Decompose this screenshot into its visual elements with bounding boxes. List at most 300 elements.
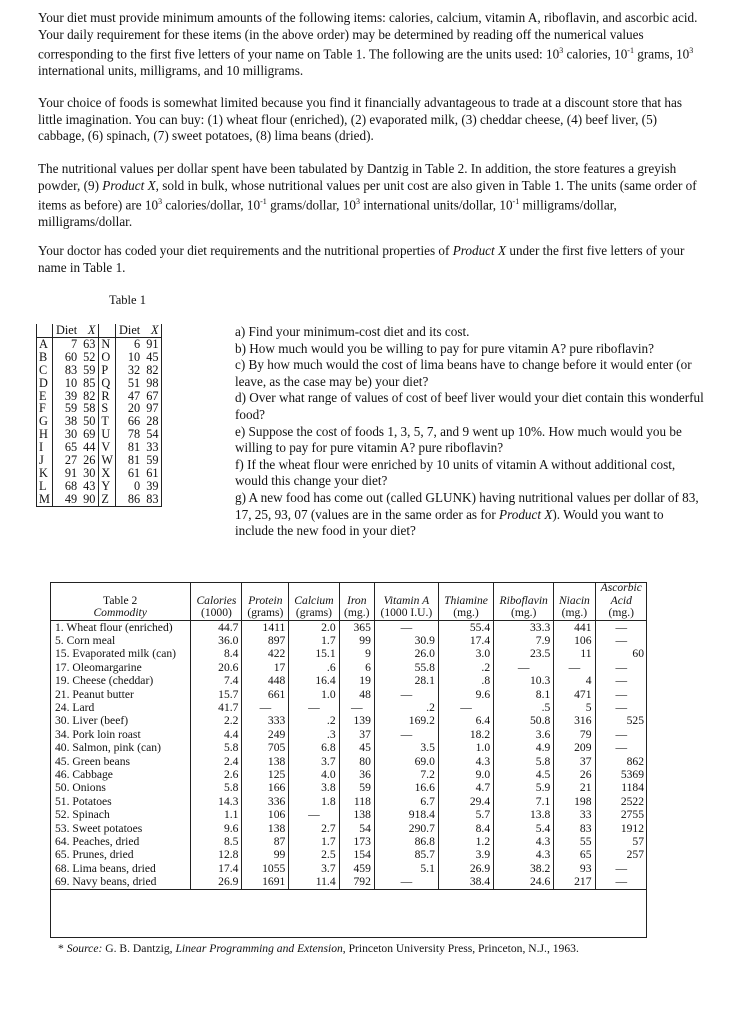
table2-thiamine: 3.9 bbox=[438, 848, 493, 861]
table2-vitamin-a: — bbox=[374, 688, 438, 701]
table1-x-value: 85 bbox=[80, 377, 99, 390]
table2-riboflavin: 4.9 bbox=[494, 741, 554, 754]
table2-col-vitamin-a: Vitamin A bbox=[374, 595, 438, 608]
table2-niacin: — bbox=[554, 661, 595, 674]
table2-thiamine: 26.9 bbox=[438, 862, 493, 875]
table2-calories: 20.6 bbox=[191, 661, 242, 674]
table2-row bbox=[50, 835, 647, 848]
table2-protein: 106 bbox=[242, 808, 289, 821]
table1-letter: Y bbox=[99, 480, 116, 493]
table2-iron: 80 bbox=[339, 755, 374, 768]
paragraph-text: Your diet must provide minimum amounts of the following items: calories, calcium, vitamin A, riboflavin, and ascorbic acid. Your daily requirement for these items (in the above order) may be determined by reading off the numerical values corresponding to the first five letters of your name on Table 1. The following are the units used: bbox=[38, 10, 698, 62]
table2-row bbox=[50, 822, 647, 835]
table2-calcium: .6 bbox=[289, 661, 339, 674]
table1-diet-value: 7 bbox=[70, 336, 78, 351]
table2-thiamine: 4.3 bbox=[438, 755, 493, 768]
table2-riboflavin: 50.8 bbox=[494, 714, 554, 727]
question-a: a) Find your minimum-cost diet and its cost. bbox=[235, 324, 470, 339]
table2-row bbox=[50, 781, 647, 794]
table2-row bbox=[50, 768, 647, 781]
table2-calories: 2.6 bbox=[191, 768, 242, 781]
table2-thiamine: 1.0 bbox=[438, 741, 493, 754]
table1-x-value: 63 bbox=[80, 337, 99, 350]
table2-col-niacin: Niacin bbox=[554, 595, 595, 608]
table2-riboflavin: 4.3 bbox=[494, 835, 554, 848]
footnote: * Source: G. B. Dantzig, Linear Programming and Extension, Princeton University Press, Princeton, N.J., 1963. bbox=[58, 942, 579, 955]
table2-calcium: 3.7 bbox=[289, 862, 339, 875]
question-c: c) By how much would the cost of lima beans have to change before it would enter (or leave, as the case may be) your diet? bbox=[235, 357, 692, 389]
table2-ascorbic-acid: — bbox=[595, 688, 647, 701]
table1-letter: G bbox=[37, 415, 53, 428]
table1-letter: O bbox=[99, 351, 116, 364]
table2-commodity: 45. Green beans bbox=[55, 754, 131, 768]
table1-x-value: 28 bbox=[143, 415, 162, 428]
table1-x-value: 52 bbox=[80, 351, 99, 364]
table2-vitamin-a: .2 bbox=[374, 701, 438, 714]
table2-calories: 2.4 bbox=[191, 755, 242, 768]
table1-x-value: 61 bbox=[143, 467, 162, 480]
table1-letter: R bbox=[99, 390, 116, 403]
table2-ascorbic-acid: — bbox=[595, 674, 647, 687]
table1-header-diet: Diet bbox=[116, 324, 144, 337]
table1-x-value: 90 bbox=[80, 493, 99, 506]
table1-x-value: 43 bbox=[80, 480, 99, 493]
table2-iron: 173 bbox=[339, 835, 374, 848]
table2-vitamin-a: 3.5 bbox=[374, 741, 438, 754]
table2-protein: 125 bbox=[242, 768, 289, 781]
table1-letter: B bbox=[37, 351, 53, 364]
table2-niacin: 5 bbox=[554, 701, 595, 714]
table2-vitamin-a: 169.2 bbox=[374, 714, 438, 727]
table2-thiamine: 38.4 bbox=[438, 875, 493, 889]
table2-calcium: 3.8 bbox=[289, 781, 339, 794]
table2-vitamin-a: 26.0 bbox=[374, 647, 438, 660]
table1-diet-value: 60 bbox=[64, 349, 78, 364]
table1-x-value: 45 bbox=[143, 351, 162, 364]
table2-niacin: 79 bbox=[554, 728, 595, 741]
table2-protein: 99 bbox=[242, 848, 289, 861]
table2-row bbox=[50, 728, 647, 741]
table2-thiamine: 55.4 bbox=[438, 620, 493, 634]
table2-riboflavin: .5 bbox=[494, 701, 554, 714]
table2-commodity: 24. Lard bbox=[55, 700, 95, 714]
table2-thiamine: 4.7 bbox=[438, 781, 493, 794]
table2-protein: 1055 bbox=[242, 862, 289, 875]
table2-ascorbic-acid: — bbox=[595, 875, 647, 889]
table2-commodity: 53. Sweet potatoes bbox=[55, 821, 143, 835]
table2-calories: 5.8 bbox=[191, 741, 242, 754]
table2-riboflavin: 5.9 bbox=[494, 781, 554, 794]
table2-niacin: 93 bbox=[554, 862, 595, 875]
table2-riboflavin: 38.2 bbox=[494, 862, 554, 875]
table2-calcium: 15.1 bbox=[289, 647, 339, 660]
table1-letter: N bbox=[99, 337, 116, 350]
table2-protein: 333 bbox=[242, 714, 289, 727]
table2-niacin: 55 bbox=[554, 835, 595, 848]
table1-diet-value: 51 bbox=[127, 375, 141, 390]
table1-diet-value: 78 bbox=[127, 427, 141, 442]
table1-x-value: 54 bbox=[143, 428, 162, 441]
table2-vitamin-a: 86.8 bbox=[374, 835, 438, 848]
table1-header-row bbox=[37, 324, 162, 337]
table1-diet-value: 91 bbox=[64, 465, 78, 480]
table2-row bbox=[50, 661, 647, 674]
table2-commodity: 34. Pork loin roast bbox=[55, 727, 141, 741]
table1-letter: T bbox=[99, 415, 116, 428]
table2-ascorbic-acid: 862 bbox=[595, 755, 647, 768]
table2-riboflavin: 10.3 bbox=[494, 674, 554, 687]
table1-letter: P bbox=[99, 364, 116, 377]
question-b: b) How much would you be willing to pay for pure vitamin A? pure riboflavin? bbox=[235, 340, 654, 356]
table2-riboflavin: 3.6 bbox=[494, 728, 554, 741]
table2-commodity: 52. Spinach bbox=[55, 808, 110, 822]
table1-letter: H bbox=[37, 428, 53, 441]
table2-calcium: .2 bbox=[289, 714, 339, 727]
table1-row bbox=[37, 441, 162, 454]
table2-niacin: 316 bbox=[554, 714, 595, 727]
table2-commodity: 69. Navy beans, dried bbox=[50, 875, 191, 889]
table2-ascorbic-acid: — bbox=[595, 741, 647, 754]
table2-commodity: 21. Peanut butter bbox=[55, 687, 134, 701]
table2-calories: 2.2 bbox=[191, 714, 242, 727]
table2-calcium: — bbox=[289, 701, 339, 714]
question-e: e) Suppose the cost of foods 1, 3, 5, 7, and 9 went up 10%. How much would you be willing to pay for pure vitamin A? pure riboflavin? bbox=[235, 423, 682, 456]
table1-caption: Table 1 bbox=[109, 293, 146, 307]
question-f: f) If the wheat flour were enriched by 10 units of vitamin A without additional cost, would this change your diet? bbox=[235, 456, 676, 489]
table2-thiamine: 1.2 bbox=[438, 835, 493, 848]
table2-niacin: 217 bbox=[554, 875, 595, 889]
table2-iron: 37 bbox=[339, 728, 374, 741]
table2-ascorbic-acid: 5369 bbox=[595, 768, 647, 781]
table1-row bbox=[37, 454, 162, 467]
table2-protein: 138 bbox=[242, 755, 289, 768]
table2-vitamin-a: 16.6 bbox=[374, 781, 438, 794]
table2-riboflavin: 5.8 bbox=[494, 755, 554, 768]
table1-letter: K bbox=[37, 467, 53, 480]
table2-thiamine: 18.2 bbox=[438, 728, 493, 741]
table2-calories: 1.1 bbox=[191, 808, 242, 821]
table2-thiamine: 29.4 bbox=[438, 795, 493, 808]
table2-niacin: 106 bbox=[554, 634, 595, 647]
table1-diet-value: 81 bbox=[127, 440, 141, 455]
table2-commodity: 40. Salmon, pink (can) bbox=[55, 741, 161, 755]
table2-col-calories: Calories bbox=[191, 595, 242, 608]
table2-calories: 7.4 bbox=[191, 674, 242, 687]
table1-x-value: 59 bbox=[80, 364, 99, 377]
table2-commodity-header: Commodity bbox=[50, 607, 191, 620]
table2-calories: 14.3 bbox=[191, 795, 242, 808]
table1-row bbox=[37, 402, 162, 415]
table2-iron: 9 bbox=[339, 647, 374, 660]
table1-diet-value: 86 bbox=[116, 493, 144, 506]
table1-diet-value: 38 bbox=[64, 414, 78, 429]
table1-row bbox=[37, 377, 162, 390]
table1-x-value: 83 bbox=[143, 493, 162, 506]
table2-col-riboflavin: Riboflavin bbox=[494, 595, 554, 608]
table2-vitamin-a: 5.1 bbox=[374, 862, 438, 875]
table2-protein: 138 bbox=[242, 822, 289, 835]
table2-riboflavin: 4.3 bbox=[494, 848, 554, 861]
table1-diet-value: 6 bbox=[134, 336, 141, 351]
table2-vitamin-a: 28.1 bbox=[374, 674, 438, 687]
table1-x-value: 91 bbox=[143, 337, 162, 350]
table1-x-value: 67 bbox=[143, 390, 162, 403]
table2-vitamin-a: 55.8 bbox=[374, 661, 438, 674]
table1-letter: U bbox=[99, 428, 116, 441]
table1-row bbox=[37, 493, 162, 506]
table2-protein: 166 bbox=[242, 781, 289, 794]
table2-iron: — bbox=[339, 701, 374, 714]
table2-ascorbic-acid: 60 bbox=[595, 647, 647, 660]
table2-protein: 661 bbox=[242, 688, 289, 701]
table2-calcium: 1.8 bbox=[289, 795, 339, 808]
table2-ascorbic-acid: — bbox=[595, 862, 647, 875]
table2-riboflavin: 24.6 bbox=[494, 875, 554, 889]
table1-x-value: 59 bbox=[143, 454, 162, 467]
table1-x-value: 50 bbox=[80, 415, 99, 428]
table1 bbox=[36, 324, 162, 507]
table2-calcium: 1.7 bbox=[289, 835, 339, 848]
table2-niacin: 209 bbox=[554, 741, 595, 754]
table2-riboflavin: 33.3 bbox=[494, 620, 554, 634]
table2-niacin: 4 bbox=[554, 674, 595, 687]
table1-row bbox=[37, 390, 162, 403]
table2-calcium: 2.0 bbox=[289, 620, 339, 634]
table1-x-value: 58 bbox=[80, 402, 99, 415]
table2-calcium: — bbox=[289, 808, 339, 821]
table1-letter: Q bbox=[99, 377, 116, 390]
table2-thiamine: 8.4 bbox=[438, 822, 493, 835]
table2-row bbox=[50, 848, 647, 861]
table2-riboflavin: 23.5 bbox=[494, 647, 554, 660]
table2-riboflavin: 7.1 bbox=[494, 795, 554, 808]
paragraph-requirements: Your diet must provide minimum amounts of the following items: calories, calcium, vitamin A, riboflavin, and ascorbic acid. Your daily requirement for these items (in the above order) may be determined by reading off the numerical values corresponding to the first five letters of your name on Table 1. The following are the units used: $10^3$ calories, $10^{-1}$ grams, $10^3$ international units, milligrams, and 10 milligrams. bbox=[38, 10, 698, 79]
table1-x-value: 98 bbox=[143, 377, 162, 390]
table1-diet-value: 61 bbox=[127, 465, 141, 480]
table2-col-thiamine: Thiamine bbox=[438, 595, 493, 608]
table2-ascorbic-acid: 525 bbox=[595, 714, 647, 727]
table2-col-acid: Acid bbox=[595, 595, 647, 608]
table2-iron: 45 bbox=[339, 741, 374, 754]
table2-calcium: 11.4 bbox=[289, 875, 339, 889]
paragraph-nutritional-values: The nutritional values per dollar spent have been tabulated by Dantzig in Table 2. In addition, the store features a greyish powder, (9) Product X, sold in bulk, whose nutritional values per unit cost are also given in Table 1. The units (same order of items as before) are $10^3$ calories/dollar, $10^{-1}$ grams/dollar, $10^3$ international units/dollar, $10^{-1}$ milligrams/dollar, milligrams/dollar. bbox=[38, 161, 697, 230]
table1-x-value: 82 bbox=[80, 390, 99, 403]
table2-niacin: 33 bbox=[554, 808, 595, 821]
table2-iron: 138 bbox=[339, 808, 374, 821]
table2-vitamin-a: 7.2 bbox=[374, 768, 438, 781]
table2-col-ascorbic: Ascorbic bbox=[595, 582, 647, 595]
table2-commodity: 17. Oleomargarine bbox=[55, 660, 142, 674]
table2-niacin: 65 bbox=[554, 848, 595, 861]
table2-calories: 44.7 bbox=[191, 620, 242, 634]
table2-niacin: 11 bbox=[554, 647, 595, 660]
table1-row bbox=[37, 480, 162, 493]
questions bbox=[235, 324, 705, 540]
table2-calories: 17.4 bbox=[191, 862, 242, 875]
table2-calories: 8.4 bbox=[191, 647, 242, 660]
table2-protein: 897 bbox=[242, 634, 289, 647]
table2-vitamin-a: — bbox=[374, 728, 438, 741]
table2-calories: 9.6 bbox=[191, 822, 242, 835]
table1-letter: I bbox=[37, 441, 53, 454]
table2-iron: 19 bbox=[339, 674, 374, 687]
table2-iron: 48 bbox=[339, 688, 374, 701]
table2-row bbox=[50, 647, 647, 660]
table2-protein: 422 bbox=[242, 647, 289, 660]
table2-commodity: 5. Corn meal bbox=[55, 633, 116, 647]
table2-calcium: 3.7 bbox=[289, 755, 339, 768]
table1-x-value: 39 bbox=[143, 480, 162, 493]
table2-niacin: 471 bbox=[554, 688, 595, 701]
table1-diet-value: 47 bbox=[127, 388, 141, 403]
table1-row bbox=[37, 415, 162, 428]
table1-letter: L bbox=[37, 480, 53, 493]
table2-protein: 249 bbox=[242, 728, 289, 741]
table2-commodity: 1. Wheat flour (enriched) bbox=[55, 620, 173, 634]
table2-vitamin-a: 85.7 bbox=[374, 848, 438, 861]
table2-ascorbic-acid: 2755 bbox=[595, 808, 647, 821]
table1-row bbox=[37, 428, 162, 441]
table2-calcium: 1.0 bbox=[289, 688, 339, 701]
table2-niacin: 198 bbox=[554, 795, 595, 808]
table2-row bbox=[50, 701, 647, 714]
table2-protein: — bbox=[242, 701, 289, 714]
table1-row bbox=[37, 351, 162, 364]
table2-row bbox=[50, 620, 647, 634]
table2-protein: 17 bbox=[242, 661, 289, 674]
table2-row bbox=[50, 741, 647, 754]
table2-commodity: 19. Cheese (cheddar) bbox=[55, 674, 154, 688]
table2-calories: 4.4 bbox=[191, 728, 242, 741]
table2-riboflavin: 5.4 bbox=[494, 822, 554, 835]
table2-riboflavin: 7.9 bbox=[494, 634, 554, 647]
table1-header-x: X bbox=[143, 324, 162, 337]
table1-letter: C bbox=[37, 364, 53, 377]
table2-iron: 365 bbox=[339, 620, 374, 634]
table2-ascorbic-acid: — bbox=[595, 620, 647, 634]
table1-row bbox=[37, 337, 162, 350]
table1-header-diet: Diet bbox=[52, 324, 80, 337]
table1-letter: V bbox=[99, 441, 116, 454]
table1-letter: J bbox=[37, 454, 53, 467]
table2-calories: 5.8 bbox=[191, 781, 242, 794]
table1-diet-value: 30 bbox=[64, 427, 78, 442]
table2-row bbox=[50, 688, 647, 701]
table2-protein: 87 bbox=[242, 835, 289, 848]
table1-diet-value: 83 bbox=[64, 362, 78, 377]
table2-ascorbic-acid: — bbox=[595, 701, 647, 714]
table2-riboflavin: — bbox=[494, 661, 554, 674]
table2-col-iron: Iron bbox=[339, 595, 374, 608]
question-g: g) A new food has come out (called GLUNK) having nutritional values per dollar of 83, 17, 25, 93, 07 (values are in the same order as for Product X). Would you want to include the new food in your diet? bbox=[235, 489, 699, 539]
table2-protein: 336 bbox=[242, 795, 289, 808]
table1-letter: Z bbox=[99, 493, 116, 506]
table1-x-value: 26 bbox=[80, 454, 99, 467]
table1-diet-value: 59 bbox=[64, 401, 78, 416]
table1-row bbox=[37, 467, 162, 480]
table2-calcium: 2.5 bbox=[289, 848, 339, 861]
paragraph-food-choices: Your choice of foods is somewhat limited because you find it financially advantageous to trade at a discount store that has little imagination. You can buy: (1) wheat flour (enriched), (2) evaporated milk, (3) cheddar cheese, (4) beef liver, (5) cabbage, (6) spinach, (7) sweet potatoes, (8) lima beans (dried). bbox=[38, 95, 682, 144]
table2-iron: 99 bbox=[339, 634, 374, 647]
table2-calcium: 4.0 bbox=[289, 768, 339, 781]
table1-letter: E bbox=[37, 390, 53, 403]
table2-vitamin-a: 30.9 bbox=[374, 634, 438, 647]
table2-row bbox=[50, 875, 647, 889]
table2-row bbox=[50, 674, 647, 687]
table2-thiamine: — bbox=[438, 701, 493, 714]
table2-thiamine: 9.0 bbox=[438, 768, 493, 781]
table2-commodity: 65. Prunes, dried bbox=[55, 848, 134, 862]
table1-x-value: 30 bbox=[80, 467, 99, 480]
table1-diet-value: 32 bbox=[127, 362, 141, 377]
table2-riboflavin: 8.1 bbox=[494, 688, 554, 701]
table2-ascorbic-acid: 2522 bbox=[595, 795, 647, 808]
table2-thiamine: 6.4 bbox=[438, 714, 493, 727]
table2-protein: 705 bbox=[242, 741, 289, 754]
table2-thiamine: 9.6 bbox=[438, 688, 493, 701]
table2-niacin: 83 bbox=[554, 822, 595, 835]
question-d: d) Over what range of values of cost of beef liver would your diet contain this wonderful food? bbox=[235, 390, 704, 422]
table1-header-x: X bbox=[80, 324, 99, 337]
table2-niacin: 26 bbox=[554, 768, 595, 781]
table2-thiamine: 3.0 bbox=[438, 647, 493, 660]
table1-letter: X bbox=[99, 467, 116, 480]
table2-ascorbic-acid: — bbox=[595, 634, 647, 647]
table2-commodity: 68. Lima beans, dried bbox=[55, 861, 156, 875]
table2-iron: 54 bbox=[339, 822, 374, 835]
table2-calcium: 2.7 bbox=[289, 822, 339, 835]
table2-niacin: 37 bbox=[554, 755, 595, 768]
table2-vitamin-a: 290.7 bbox=[374, 822, 438, 835]
table1-row bbox=[37, 364, 162, 377]
table1-letter: A bbox=[37, 337, 53, 350]
table2-vitamin-a: — bbox=[374, 620, 438, 634]
table2-iron: 139 bbox=[339, 714, 374, 727]
table2-row bbox=[50, 714, 647, 727]
table2-protein: 1411 bbox=[242, 620, 289, 634]
table2-calcium: .3 bbox=[289, 728, 339, 741]
table1-diet-value: 49 bbox=[52, 493, 80, 506]
table2-iron: 36 bbox=[339, 768, 374, 781]
table1-diet-value: 10 bbox=[64, 375, 78, 390]
table2-calories: 36.0 bbox=[191, 634, 242, 647]
table2-calcium: 6.8 bbox=[289, 741, 339, 754]
table1-diet-value: 27 bbox=[64, 453, 78, 468]
table1-diet-value: 81 bbox=[127, 453, 141, 468]
table2-protein: 1691 bbox=[242, 875, 289, 889]
table1-letter: D bbox=[37, 377, 53, 390]
table1-letter: S bbox=[99, 402, 116, 415]
table2-title: Table 2 bbox=[103, 593, 138, 607]
table2: Ascorbic Table 2 Calories Protein Calcium Iron Vitamin A Thiamine Riboflavin Niacin Acid Commodity (1000) (grams) (grams) (mg.) (1000 I.U.) (mg.) (mg.) (mg.) (mg.) 1. Wheat flour (enriched) 44.7 1411 2.0 365 — 55.4 33.3 441 — 5. Corn meal 36.0 897 1.7 99 30.9 17.4 7.9 106 — 15. Evaporated milk (can) 8.4 422 15.1 9 26.0 3.0 23.5 11 60 17. Oleomargarine 20.6 17 .6 6 55.8 .2 — — — 19. Cheese (cheddar) 7.4 448 16.4 19 28.1 .8 10.3 4 — 21. Peanut butter 15.7 661 1.0 48 — 9.6 8.1 471 — 24. Lard 41.7 — — — .2 — .5 5 — 30. Liver (beef) 2.2 333 .2 139 169.2 6.4 50.8 316 525 34. Pork loin roast 4.4 249 .3 37 — 18.2 3.6 79 — 40. Salmon, pink (can) 5.8 705 6.8 45 3.5 1.0 4.9 209 — 45. Green beans 2.4 138 3.7 80 69.0 4.3 5.8 37 862 46. Cabbage 2.6 125 4.0 36 7.2 9.0 4.5 26 5369 50. Onions 5.8 166 3.8 59 16.6 4.7 5.9 21 1184 51. Potatoes 14.3 336 1.8 118 6.7 29.4 7.1 198 2522 52. Spinach 1.1 106 — 138 918.4 5.7 13.8 33 2755 53. Sweet potatoes 9.6 138 2.7 54 290.7 8.4 5.4 83 1912 64. Peaches, dried 8.5 87 1.7 173 86.8 1.2 4.3 55 57 65. Prunes, dried 12.8 99 2.5 154 85.7 3.9 4.3 65 257 68. Lima beans, dried 17.4 1055 3.7 459 5.1 26.9 38.2 93 — 69. Navy beans, dried 26.9 1691 11.4 792 — 38.4 24.6 217 — bbox=[50, 582, 647, 890]
table2-ascorbic-acid: — bbox=[595, 728, 647, 741]
table2-calories: 26.9 bbox=[191, 875, 242, 889]
table2-niacin: 21 bbox=[554, 781, 595, 794]
table2-ascorbic-acid: 1912 bbox=[595, 822, 647, 835]
table1-letter: W bbox=[99, 454, 116, 467]
table2-ascorbic-acid: 257 bbox=[595, 848, 647, 861]
table2-iron: 118 bbox=[339, 795, 374, 808]
table1-diet-value: 66 bbox=[127, 414, 141, 429]
table2-calories: 15.7 bbox=[191, 688, 242, 701]
table1-x-value: 33 bbox=[143, 441, 162, 454]
table2-thiamine: 17.4 bbox=[438, 634, 493, 647]
table1-letter: F bbox=[37, 402, 53, 415]
table2-niacin: 441 bbox=[554, 620, 595, 634]
table1-diet-value: 0 bbox=[134, 478, 141, 493]
table2-calories: 41.7 bbox=[191, 701, 242, 714]
table2-iron: 154 bbox=[339, 848, 374, 861]
